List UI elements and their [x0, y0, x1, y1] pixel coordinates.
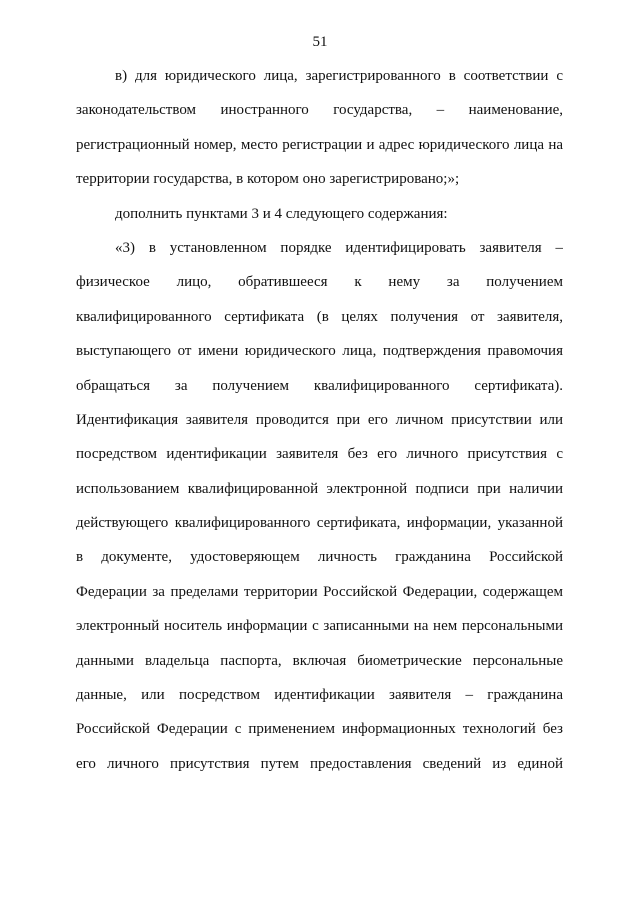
text-line: в) для юридического лица, зарегистрированного в соответствии с [115, 68, 563, 84]
text-line: территории государства, в котором оно зарегистрировано;»; [76, 171, 460, 188]
text-line: использованием квалифицированной электронной подписи при наличии [76, 480, 563, 497]
text-line: данные, или посредством идентификации заявителя – гражданина [76, 687, 563, 704]
page-number: 51 [312, 34, 328, 50]
text-line: его личного присутствия путем предоставления сведений из единой [76, 755, 563, 772]
text-line: Идентификация заявителя проводится при его личном присутствии или [76, 411, 563, 428]
text-line: обращаться за получением квалифицированного сертификата). [76, 377, 563, 394]
text-line: законодательством иностранного государства, – наименование, [76, 102, 563, 119]
text-line: физическое лицо, обратившееся к нему за получением [76, 274, 563, 291]
text-line: дополнить пунктами 3 и 4 следующего содержания: [115, 205, 448, 222]
text-line: Федерации за пределами территории Российской Федерации, содержащем [76, 583, 563, 600]
text-line: выступающего от имени юридического лица, подтверждения правомочия [76, 343, 563, 360]
text-line: «3) в установленном порядке идентифицировать заявителя – [115, 239, 563, 256]
text-line: электронный носитель информации с записанными на нем персональными [76, 618, 563, 635]
text-line: данными владельца паспорта, включая биометрические персональные [76, 652, 563, 669]
text-line: действующего квалифицированного сертификата, информации, указанной [76, 515, 563, 532]
document-body [76, 67, 563, 789]
text-line: Российской Федерации с применением информационных технологий без [76, 721, 563, 738]
text-line: посредством идентификации заявителя без его личного присутствия с [76, 446, 563, 463]
text-line: регистрационный номер, место регистрации и адрес юридического лица на [76, 136, 563, 153]
text-line: квалифицированного сертификата (в целях получения от заявителя, [76, 308, 563, 325]
text-line: в документе, удостоверяющем личность гражданина Российской [76, 549, 563, 566]
